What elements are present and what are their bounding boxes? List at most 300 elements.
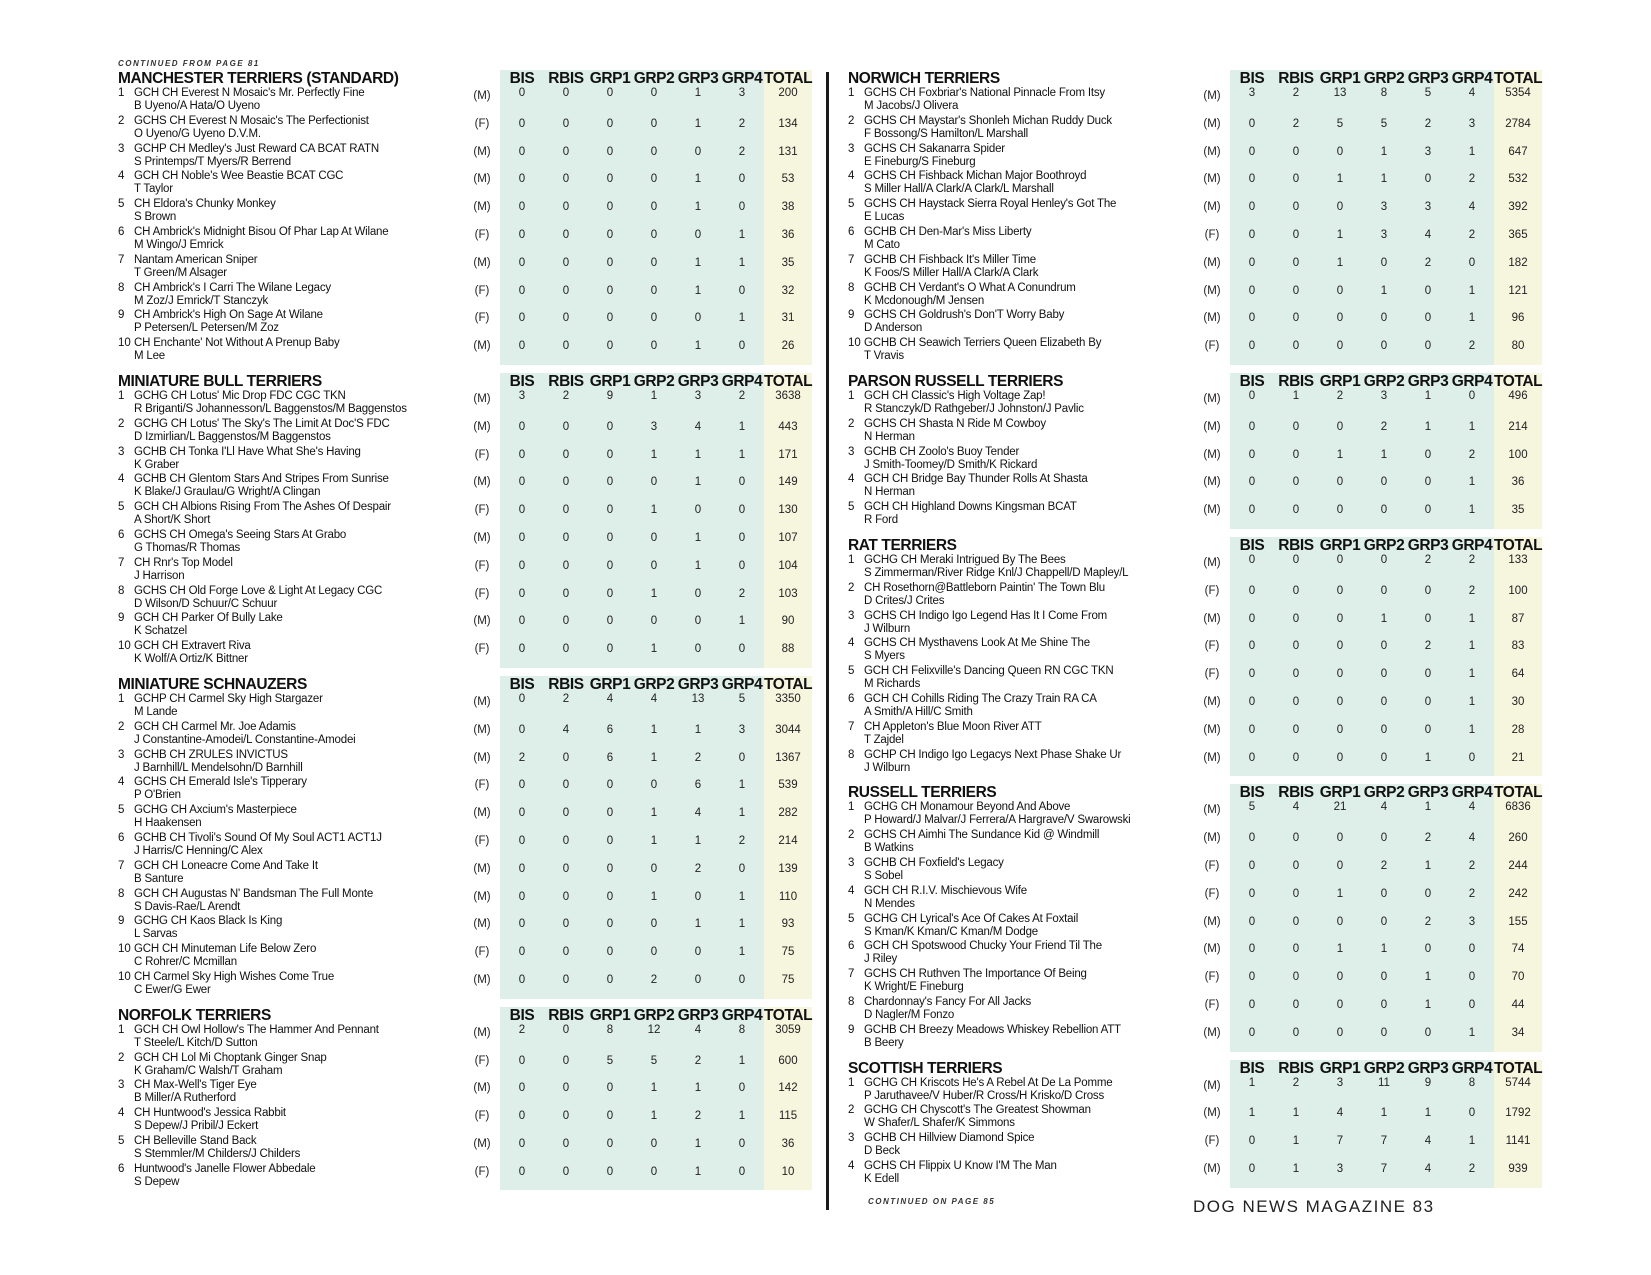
grp1-count: 0 <box>588 143 632 171</box>
column-header-total: TOTAL <box>1494 784 1543 802</box>
grp1-count: 0 <box>588 915 632 943</box>
entry-text <box>134 776 464 802</box>
total-points: 64 <box>1494 665 1542 693</box>
entry-cell <box>848 337 1194 365</box>
dog-name: GCHS CH Maystar's Shonleh Michan Ruddy Duck <box>864 114 1112 127</box>
grp1-count: 7 <box>1318 1132 1362 1160</box>
sex-value: (M) <box>1203 1026 1221 1039</box>
grp2-count: 1 <box>632 501 676 529</box>
grp1-count: 5 <box>1318 115 1362 143</box>
rank-number: 5 <box>118 198 125 211</box>
bis-count: 0 <box>500 721 544 749</box>
rank-number: 10 <box>118 970 131 983</box>
grp3-count: 0 <box>676 585 720 613</box>
dog-name: GCH CH Lol Mi Choptank Ginger Snap <box>134 1051 327 1064</box>
rank-number: 8 <box>118 887 125 900</box>
column-header-grp3: GRP3 <box>677 1006 719 1024</box>
grp2-count: 0 <box>1362 637 1406 665</box>
ranking-row <box>118 390 800 418</box>
entry-cell <box>118 860 464 888</box>
grp4-count: 3 <box>1450 913 1494 941</box>
grp2-count: 2 <box>1362 418 1406 446</box>
bis-count: 2 <box>500 1024 544 1052</box>
column-header-rbis: RBIS <box>1274 70 1318 87</box>
ranking-row <box>848 87 1536 115</box>
ranking-row <box>118 170 800 198</box>
rbis-count: 0 <box>544 888 588 916</box>
rank-number: 5 <box>848 198 855 211</box>
total-points: 600 <box>764 1052 812 1080</box>
grp4-count: 1 <box>720 612 764 640</box>
rank-number: 6 <box>118 831 125 844</box>
grp1-count: 0 <box>588 337 632 365</box>
ranking-row <box>848 143 1536 171</box>
grp1-count: 0 <box>588 473 632 501</box>
grp3-count: 0 <box>1406 473 1450 501</box>
grp1-count: 3 <box>1318 1077 1362 1105</box>
sex-value: (F) <box>474 559 490 572</box>
grp3-count: 2 <box>676 860 720 888</box>
entry-cell <box>118 254 464 282</box>
entry-text <box>134 943 464 969</box>
total-points: 1792 <box>1494 1104 1542 1132</box>
bis-count: 0 <box>1230 885 1274 913</box>
column-header-grp2: GRP2 <box>1363 1059 1405 1077</box>
rbis-count: 1 <box>1274 1132 1318 1160</box>
breed-title: RAT TERRIERS <box>848 536 957 554</box>
grp1-count: 0 <box>588 282 632 310</box>
owner-names: M Wingo/J Emrick <box>134 238 224 251</box>
sex-value: (M) <box>1203 612 1221 625</box>
bis-count: 0 <box>1230 198 1274 226</box>
breed-title: MINIATURE BULL TERRIERS <box>118 372 322 390</box>
entry-text <box>864 996 1194 1022</box>
column-header-grp3: GRP3 <box>1407 784 1449 802</box>
bis-count: 0 <box>1230 1024 1274 1052</box>
section-title-cell <box>848 70 1194 87</box>
dog-name: GCHG CH Kaos Black Is King <box>134 915 283 928</box>
bis-count: 0 <box>500 1052 544 1080</box>
sex-value: (F) <box>474 834 490 847</box>
section-title-cell <box>118 70 464 87</box>
grp1-count: 2 <box>1318 390 1362 418</box>
total-points: 36 <box>764 1135 812 1163</box>
dog-name: Huntwood's Janelle Flower Abbedale <box>134 1162 316 1175</box>
rbis-count: 0 <box>544 282 588 310</box>
section-title-cell <box>848 373 1194 390</box>
entry-cell <box>848 170 1194 198</box>
owner-names: J Smith-Toomey/D Smith/K Rickard <box>864 458 1038 471</box>
rbis-count: 1 <box>1274 1104 1318 1132</box>
grp2-count: 0 <box>632 282 676 310</box>
rank-number: 7 <box>848 968 855 981</box>
column-header-total: TOTAL <box>1494 70 1543 87</box>
rank-number: 1 <box>848 87 855 99</box>
entry-cell <box>118 1052 464 1080</box>
entry-text <box>134 888 464 914</box>
grp1-count: 0 <box>1318 610 1362 638</box>
entry-text <box>864 418 1194 444</box>
column-header-total: TOTAL <box>764 372 813 390</box>
rank-number: 9 <box>118 915 125 928</box>
rbis-count: 2 <box>544 693 588 721</box>
owner-names: A Smith/A Hill/C Smith <box>864 705 973 718</box>
total-points: 36 <box>1494 473 1542 501</box>
bis-count: 0 <box>500 1079 544 1107</box>
sex-value: (M) <box>1203 145 1221 158</box>
owner-names: E Fineburg/S Fineburg <box>864 155 976 168</box>
entry-cell <box>118 640 464 668</box>
grp4-count: 3 <box>720 721 764 749</box>
rank-number: 10 <box>118 640 131 653</box>
owner-names: R Stanczyk/D Rathgeber/J Johnston/J Pavlic <box>864 402 1084 415</box>
total-points: 244 <box>1494 857 1542 885</box>
rank-number: 4 <box>118 473 125 486</box>
dog-name: GCHS CH Old Forge Love & Light At Legacy CGC <box>134 584 383 597</box>
dog-name: GCHS CH Omega's Seeing Stars At Grabo <box>134 528 347 541</box>
bis-count: 0 <box>500 971 544 999</box>
entry-cell <box>118 693 464 721</box>
grp3-count: 0 <box>1406 309 1450 337</box>
entry-cell <box>118 1163 464 1191</box>
bis-count: 0 <box>1230 665 1274 693</box>
bis-count: 0 <box>1230 473 1274 501</box>
ranking-row <box>118 1079 800 1107</box>
rbis-count: 0 <box>544 640 588 668</box>
column-header-grp4: GRP4 <box>1451 372 1493 390</box>
ranking-row <box>118 115 800 143</box>
entry-text <box>864 309 1194 335</box>
breed-section <box>848 784 1543 1051</box>
owner-names: B Miller/A Rutherford <box>134 1092 236 1105</box>
rank-number: 8 <box>848 995 855 1008</box>
bis-count: 0 <box>500 693 544 721</box>
ranking-row <box>118 282 800 310</box>
grp2-count: 1 <box>632 446 676 474</box>
rbis-count: 0 <box>544 473 588 501</box>
grp2-count: 1 <box>1362 940 1406 968</box>
entry-cell <box>848 309 1194 337</box>
dog-name: GCH CH Spotswood Chucky Your Friend Til The <box>864 940 1102 953</box>
entry-text <box>864 801 1194 827</box>
grp3-count: 1 <box>1406 996 1450 1024</box>
dog-name: GCH CH Classic's High Voltage Zap! <box>864 389 1046 402</box>
sex-value: (M) <box>473 615 491 628</box>
grp4-count: 3 <box>1450 115 1494 143</box>
sex-value: (M) <box>473 173 491 186</box>
rbis-count: 0 <box>544 418 588 446</box>
rank-number: 5 <box>118 501 125 514</box>
ranking-row <box>848 337 1536 365</box>
column-header-grp2: GRP2 <box>633 1006 675 1024</box>
entry-text <box>134 749 464 775</box>
total-points: 3638 <box>764 390 812 418</box>
column-header-total: TOTAL <box>1494 536 1543 554</box>
grp4-count: 1 <box>1450 473 1494 501</box>
entry-text <box>134 501 464 527</box>
ranking-row <box>118 473 800 501</box>
grp2-count: 0 <box>1362 309 1406 337</box>
column-header-total: TOTAL <box>1494 372 1543 390</box>
sex-value: (M) <box>1203 1079 1221 1092</box>
bis-count: 0 <box>500 832 544 860</box>
entry-cell <box>118 198 464 226</box>
ranking-row <box>118 640 800 668</box>
ranking-row <box>118 749 800 777</box>
grp3-count: 2 <box>676 1107 720 1135</box>
total-points: 532 <box>1494 170 1542 198</box>
column-header-bis: BIS <box>1230 1060 1274 1077</box>
grp4-count: 0 <box>720 170 764 198</box>
grp1-count: 0 <box>1318 309 1362 337</box>
rbis-count: 0 <box>544 1135 588 1163</box>
owner-names: S Depew/J Pribil/J Eckert <box>134 1120 259 1133</box>
total-points: 110 <box>764 888 812 916</box>
entry-text <box>134 1135 464 1161</box>
owner-names: B Uyeno/A Hata/O Uyeno <box>134 100 261 112</box>
grp2-count: 5 <box>1362 115 1406 143</box>
rbis-count: 0 <box>544 1163 588 1191</box>
bis-count: 0 <box>1230 829 1274 857</box>
grp4-count: 4 <box>1450 829 1494 857</box>
ranking-row <box>848 390 1536 418</box>
breed-section <box>848 372 1543 529</box>
grp4-count: 1 <box>720 776 764 804</box>
grp1-count: 0 <box>588 501 632 529</box>
sex-value: (M) <box>1203 392 1221 405</box>
owner-names: M Cato <box>864 238 900 251</box>
grp4-count: 2 <box>720 832 764 860</box>
total-points: 142 <box>764 1079 812 1107</box>
entry-text <box>134 1079 464 1105</box>
grp1-count: 1 <box>1318 885 1362 913</box>
grp2-count: 0 <box>632 943 676 971</box>
dog-name: GCHP CH Medley's Just Reward CA BCAT RATN <box>134 142 379 155</box>
dog-name: GCHB CH Hillview Diamond Spice <box>864 1132 1035 1145</box>
bis-count: 0 <box>1230 115 1274 143</box>
ranking-row <box>848 115 1536 143</box>
grp1-count: 0 <box>1318 857 1362 885</box>
bis-count: 0 <box>1230 610 1274 638</box>
column-header-grp2: GRP2 <box>633 675 675 693</box>
column-header-grp1: GRP1 <box>589 675 631 693</box>
bis-count: 0 <box>500 529 544 557</box>
entry-text <box>134 1024 464 1050</box>
dog-name: GCHG CH Chyscott's The Greatest Showman <box>864 1104 1091 1117</box>
sex-value: (M) <box>1203 256 1221 269</box>
dog-name: CH Enchante' Not Without A Prenup Baby <box>134 337 340 350</box>
column-header-rbis: RBIS <box>544 373 588 390</box>
grp4-count: 1 <box>1450 637 1494 665</box>
entry-cell <box>118 971 464 999</box>
dog-name: GCHB CH ZRULES INVICTUS <box>134 748 288 761</box>
total-points: 83 <box>1494 637 1542 665</box>
entry-cell <box>848 473 1194 501</box>
total-points: 10 <box>764 1163 812 1191</box>
owner-names: K Mcdonough/M Jensen <box>864 294 985 307</box>
grp1-count: 0 <box>1318 749 1362 777</box>
grp3-count: 1 <box>676 446 720 474</box>
bis-count: 0 <box>500 1107 544 1135</box>
owner-names: J Barnhill/L Mendelsohn/D Barnhill <box>134 761 303 774</box>
bis-count: 0 <box>500 612 544 640</box>
rbis-count: 0 <box>544 143 588 171</box>
total-points: 200 <box>764 87 812 115</box>
grp2-count: 3 <box>1362 198 1406 226</box>
grp4-count: 1 <box>720 309 764 337</box>
total-points: 130 <box>764 501 812 529</box>
grp4-count: 0 <box>720 1079 764 1107</box>
rbis-count: 0 <box>1274 473 1318 501</box>
bis-count: 0 <box>500 501 544 529</box>
bis-count: 3 <box>1230 87 1274 115</box>
column-header-grp2: GRP2 <box>1363 70 1405 87</box>
ranking-row <box>118 198 800 226</box>
entry-cell <box>848 1132 1194 1160</box>
entry-text <box>864 226 1194 252</box>
entry-text <box>864 721 1194 747</box>
entry-cell <box>848 693 1194 721</box>
entry-cell <box>848 254 1194 282</box>
rank-number: 3 <box>848 609 855 622</box>
dog-name: GCHG CH Lyrical's Ace Of Cakes At Foxtail <box>864 912 1079 925</box>
bis-count: 0 <box>1230 857 1274 885</box>
owner-names: S Miller Hall/A Clark/A Clark/L Marshall <box>864 183 1054 196</box>
sex-value: (M) <box>473 751 491 764</box>
rank-number: 2 <box>848 417 855 430</box>
total-points: 5744 <box>1494 1077 1542 1105</box>
owner-names: C Ewer/G Ewer <box>134 983 211 996</box>
bis-count: 0 <box>1230 582 1274 610</box>
rbis-count: 0 <box>544 585 588 613</box>
entry-cell <box>118 529 464 557</box>
sex-value: (M) <box>473 973 491 986</box>
grp3-count: 2 <box>1406 829 1450 857</box>
total-points: 75 <box>764 943 812 971</box>
sex-value: (M) <box>473 807 491 820</box>
total-points: 35 <box>764 254 812 282</box>
entry-text <box>864 582 1194 608</box>
total-points: 96 <box>1494 309 1542 337</box>
grp2-count: 3 <box>1362 226 1406 254</box>
magazine-footer: DOG NEWS MAGAZINE 83 <box>1193 1197 1435 1216</box>
entry-cell <box>118 585 464 613</box>
bis-count: 0 <box>1230 337 1274 365</box>
sex-value: (M) <box>1203 117 1221 130</box>
dog-name: GCH CH Cohills Riding The Crazy Train RA CA <box>864 692 1097 705</box>
breed-section <box>118 70 813 365</box>
owner-names: B Watkins <box>864 842 914 855</box>
owner-names: S Kman/K Kman/C Kman/M Dodge <box>864 925 1039 938</box>
grp3-count: 1 <box>676 915 720 943</box>
owner-names: J Harris/C Henning/C Alex <box>134 844 263 857</box>
entry-text <box>134 860 464 886</box>
bis-count: 0 <box>500 143 544 171</box>
grp3-count: 1 <box>676 557 720 585</box>
entry-cell <box>848 418 1194 446</box>
grp3-count: 1 <box>1406 390 1450 418</box>
rank-number: 7 <box>848 253 855 266</box>
column-header-grp2: GRP2 <box>1363 372 1405 390</box>
dog-name: GCHB CH Den-Mar's Miss Liberty <box>864 225 1032 238</box>
entry-cell <box>848 749 1194 777</box>
total-points: 88 <box>764 640 812 668</box>
rank-number: 2 <box>118 114 125 127</box>
owner-names: S Zimmerman/River Ridge Knl/J Chappell/D Mapley/L <box>864 566 1129 579</box>
grp4-count: 0 <box>720 1135 764 1163</box>
column-header-rbis: RBIS <box>1274 373 1318 390</box>
left-sections <box>118 70 813 1190</box>
sex-value: (F) <box>474 587 490 600</box>
entry-cell <box>118 226 464 254</box>
rank-number: 4 <box>118 776 125 789</box>
column-header-rbis: RBIS <box>1274 1060 1318 1077</box>
bis-count: 0 <box>500 115 544 143</box>
sex-value: (M) <box>1203 751 1221 764</box>
dog-name: GCHS CH Goldrush's Don'T Worry Baby <box>864 309 1065 322</box>
grp4-count: 0 <box>1450 968 1494 996</box>
sex-value: (M) <box>1203 504 1221 517</box>
owner-names: J Harrison <box>134 569 185 582</box>
rank-number: 4 <box>848 884 855 897</box>
section-title-cell <box>118 676 464 693</box>
sex-value: (M) <box>473 340 491 353</box>
ranking-row <box>848 940 1536 968</box>
grp1-count: 8 <box>588 1024 632 1052</box>
ranking-row <box>848 1160 1536 1188</box>
grp1-count: 0 <box>588 832 632 860</box>
entry-text <box>134 418 464 444</box>
grp4-count: 0 <box>720 749 764 777</box>
rbis-count: 0 <box>1274 968 1318 996</box>
grp2-count: 3 <box>1362 390 1406 418</box>
entry-cell <box>118 390 464 418</box>
column-header-rbis: RBIS <box>1274 537 1318 554</box>
entry-text <box>134 585 464 611</box>
ranking-row <box>118 226 800 254</box>
rank-number: 7 <box>848 720 855 733</box>
ranking-row <box>848 582 1536 610</box>
sex-value: (M) <box>473 256 491 269</box>
total-points: 53 <box>764 170 812 198</box>
grp2-count: 7 <box>1362 1160 1406 1188</box>
grp3-count: 1 <box>1406 418 1450 446</box>
sex-value: (F) <box>474 117 490 130</box>
entry-text <box>864 885 1194 911</box>
ranking-row <box>118 693 800 721</box>
ranking-row <box>118 309 800 337</box>
grp1-count: 0 <box>588 557 632 585</box>
grp3-count: 5 <box>1406 87 1450 115</box>
rbis-count: 0 <box>544 226 588 254</box>
grp4-count: 1 <box>1450 721 1494 749</box>
grp2-count: 2 <box>632 971 676 999</box>
entry-text <box>864 170 1194 196</box>
bis-count: 0 <box>500 254 544 282</box>
rank-number: 1 <box>118 87 125 99</box>
owner-names: M Lande <box>134 705 178 718</box>
entry-text <box>864 829 1194 855</box>
rbis-count: 0 <box>1274 913 1318 941</box>
rank-number: 1 <box>118 389 125 402</box>
rank-number: 3 <box>118 142 125 155</box>
owner-names: R Briganti/S Johannesson/L Baggenstos/M Baggenstos <box>134 402 407 415</box>
entry-text <box>134 832 464 858</box>
grp1-count: 1 <box>1318 940 1362 968</box>
sex-value: (M) <box>1203 476 1221 489</box>
rbis-count: 0 <box>1274 309 1318 337</box>
grp3-count: 0 <box>1406 446 1450 474</box>
